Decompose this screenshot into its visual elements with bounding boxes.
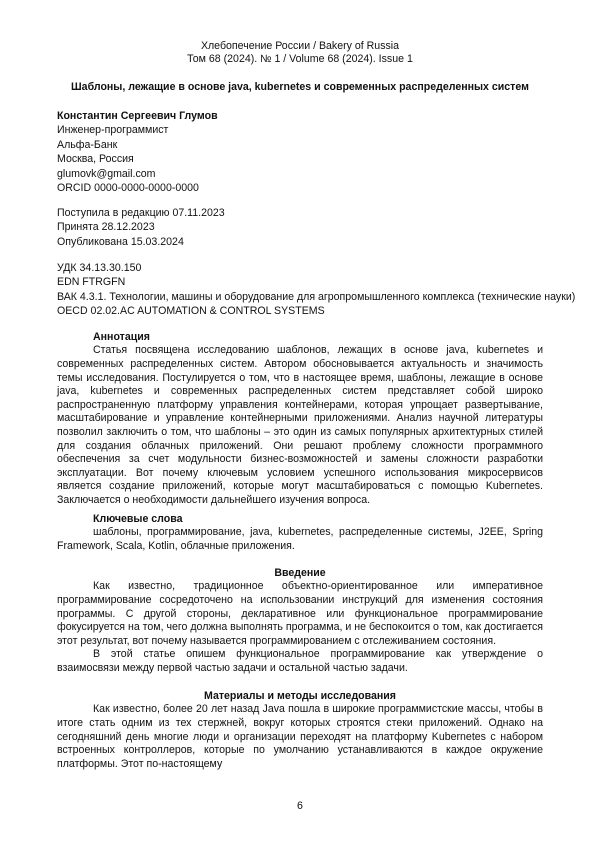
oecd-code: OECD 02.02.AC AUTOMATION & CONTROL SYSTEMS: [57, 305, 325, 318]
author-org: Альфа-Банк: [57, 138, 118, 151]
author-position: Инженер-программист: [57, 124, 169, 137]
article-title: Шаблоны, лежащие в основе java, kubernetes и современных распределенных систем: [71, 81, 529, 93]
date-received: Поступила в редакцию 07.11.2023: [57, 207, 225, 219]
author-block: [57, 109, 543, 195]
abstract-text: Статья посвящена исследованию шаблонов, лежащих в основе java, kubernetes и современных распределенных систем. Автором обосновывается актуальность и значимость темы исследования. Постулируется о том, что в настоящее время, шаблоны, лежащие в основе java, kubernetes и современных распределенных систем представляет собой широко распространенную платформу управления контейнерами, которая упрощает развертывание, масштабирование и управление контейнерными приложениями. Анализ научной литературы позволил заключить о том, что шаблоны – это один из самых популярных архитектурных стилей для создания облачных приложений. Они решают проблему сложности программного обеспечения за счет модульности бизнес-возможностей и замены сложности разработки эксплуатации. Вот почему ключевым условием успешного использования микросервисов является создание приложений, которые могут масштабироваться с помощью Kubernetes. Заключается о необходимости дальнейшего изучения вопроса.: [57, 344, 543, 506]
methods-paragraph-1: Как известно, более 20 лет назад Java пошла в широкие программистские массы, чтобы в итоге стать одним из тех стержней, вокруг которых строятся стеки приложений. Однако на сегодняшний день многие люди и организации переходят на платформу Kubernetes с набором встроенных контроллеров, которые по умолчанию устанавливаются в каждое окружение платформы. Этот по-настоящему: [57, 703, 543, 770]
journal-volume: Том 68 (2024). № 1 / Volume 68 (2024). Issue 1: [187, 53, 413, 65]
intro-paragraph-1: Как известно, традиционное объектно-ориентированное или императивное программирование сосредоточено на использовании инструкций для изменения состояния программы. С другой стороны, декларативное или функциональное программирование фокусируется на том, чего должна выполнять программа, и не беспокоится о том, как достигается этот результат, вот почему называется программированием с отслеживанием состояния.: [57, 580, 543, 647]
methods-heading: Материалы и методы исследования: [204, 690, 396, 702]
vak-code: ВАК 4.3.1. Технологии, машины и оборудование для агропромышленного комплекса (технические науки): [57, 290, 576, 303]
journal-name: Хлебопечение России / Bakery of Russia: [200, 40, 400, 52]
abstract-heading: Аннотация: [93, 331, 150, 343]
keywords-heading: Ключевые слова: [93, 513, 183, 525]
journal-header: [0, 40, 600, 66]
codes-block: [57, 261, 576, 319]
author-city: Москва, Россия: [57, 153, 134, 166]
author-email[interactable]: glumovk@gmail.com: [57, 167, 156, 180]
date-published: Опубликована 15.03.2024: [57, 235, 184, 248]
dates-block: [57, 206, 543, 249]
intro-paragraph-2: В этой статье опишем функциональное программирование как утверждение о взаимосвязи между первой частью задачи и остальной частью задачи.: [57, 648, 543, 674]
keywords-text: шаблоны, программирование, java, kubernetes, распределенные системы, J2EE, Spring Framework, Scala, Kotlin, облачные приложения.: [57, 526, 543, 552]
date-accepted: Принята 28.12.2023: [57, 221, 155, 234]
keywords-section: [57, 512, 543, 554]
abstract-section: [57, 330, 543, 508]
methods-section: [57, 689, 543, 771]
udk-code: УДК 34.13.30.150: [57, 262, 142, 274]
intro-heading: Введение: [274, 567, 326, 579]
author-name: Константин Сергеевич Глумов: [57, 110, 218, 122]
edn-code: EDN FTRGFN: [57, 276, 126, 289]
author-orcid: ORCID 0000-0000-0000-0000: [57, 182, 199, 195]
intro-section: [57, 566, 543, 676]
page-number: 6: [297, 800, 303, 812]
